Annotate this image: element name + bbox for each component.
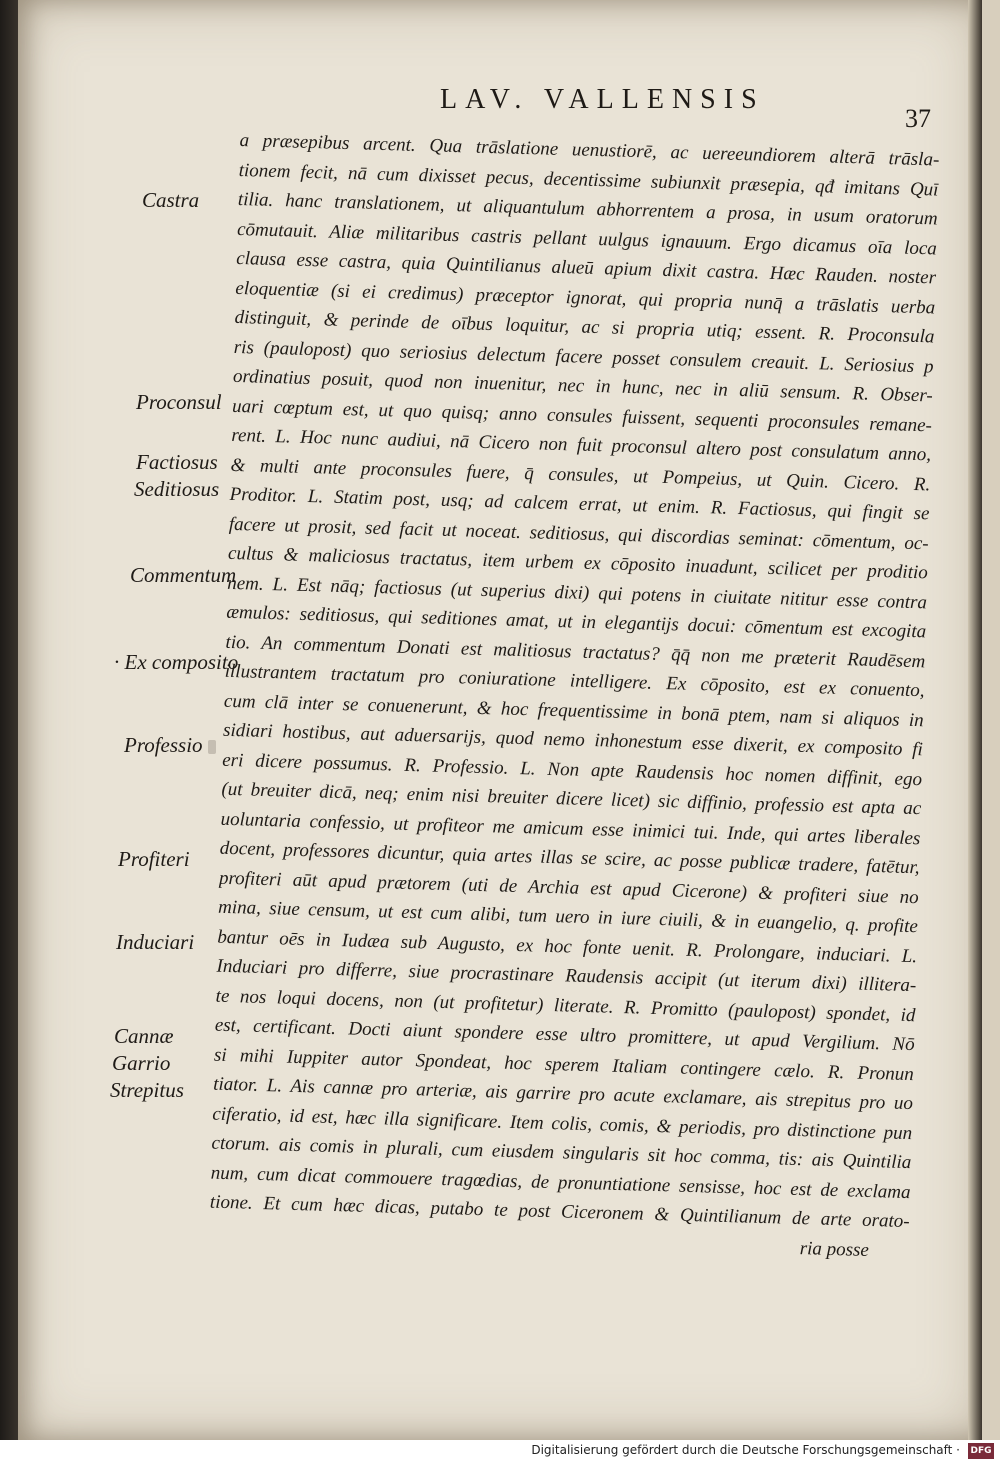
text-line: docent, professores dicuntur, quia artes illas se scire, ac posse publicæ tradere, fatētur, xyxy=(219,837,920,879)
footer-bar xyxy=(0,1440,1000,1464)
text-line: uoluntaria confessio, ut profiteor me amicum esse inimici tui. Inde, qui artes liberales xyxy=(220,808,921,849)
text-line: & multi ante proconsules fuere, q̄ consules, ut Pompeius, ut Quin. Cicero. R. xyxy=(230,454,931,495)
text-line: cōmutauit. Aliæ militaribus castris pellant uulgus ignauum. Ergo dicamus oīa loca xyxy=(236,218,938,260)
text-line: Induciari pro differre, siue procrastinare Raudensis accipit (ut iterum dixi) illitera- xyxy=(216,955,917,997)
margin-note-factiosus: Factiosus xyxy=(136,450,218,474)
text-line: eri dicere possumus. R. Professio. L. Non apte Raudensis hoc nomen diffinit, ego xyxy=(222,749,923,790)
running-header: LAV. VALLENSIS xyxy=(440,84,765,115)
text-line: (ut breuiter dicā, neq; enim nisi breuiter dicere licet) sic diffinio, professio est apta ac xyxy=(221,778,922,820)
text-line: si mihi Iuppiter autor Spondeat, hoc sperem Italiam contingere cælo. R. Pronun xyxy=(213,1044,915,1085)
text-line: facere ut prosit, sed facit ut noceat. seditiosus, qui discordias seminat: cōmentum, oc- xyxy=(228,513,929,554)
margin-note-strepitus: Strepitus xyxy=(110,1078,184,1102)
text-line: ris (paulopost) quo seriosius delectum facere posset consulem creauit. L. Seriosius p xyxy=(233,336,934,377)
text-line: clausa esse castra, quia Quintilianus alueū apium dixit castra. Hæc Rauden. noster xyxy=(236,247,937,289)
text-line: rent. L. Hoc nunc audiui, nā Cicero non fuit proconsul altero post consulatum anno, xyxy=(231,424,932,466)
text-line: uari cœptum est, ut quo quisq; anno consules fuissent, sequenti proconsules remane- xyxy=(231,395,933,436)
margin-note-garrio: Garrio xyxy=(112,1051,171,1075)
text-line: tionem fecit, nā cum dixisset pecus, decentissime subiunxit præsepia, qđ imitans Quī xyxy=(238,159,939,201)
margin-note-castra: Castra xyxy=(142,188,200,212)
text-line: cum clā inter se conuenerunt, & hoc frequentissime in bonā ptem, nam si aliquos in xyxy=(223,690,924,731)
text-line: profiteri aūt apud prætorem (uti de Archia est apud Cicerone) & profiteri siue no xyxy=(218,867,920,908)
text-line: cultus & maliciosus tractatus, item urbem ex cōposito inuadunt, scilicet per proditio xyxy=(227,542,929,584)
text-line: tione. Et cum hæc dicas, putabo te post Ciceronem & Quintilianum de arte orato- xyxy=(209,1191,910,1233)
text-line: sidiari hostibus, aut aduersarijs, quod nemo inhonestum esse dixerit, ex composito fi xyxy=(222,719,924,761)
page-edge-shadow xyxy=(968,0,982,1440)
text-line: tio. An commentum Donati est malitiosus tractatus? q̄q̄ non me præterit Raudēsem xyxy=(225,631,926,672)
main-text-block xyxy=(209,126,940,1266)
margin-note-cannae: Cannæ xyxy=(114,1024,174,1048)
margin-note-ex-composito: · Ex composito xyxy=(114,650,239,674)
text-line: te nos loqui docens, non (ut profitetur) literate. R. Promitto (paulopost) spondet, id xyxy=(215,985,916,1026)
text-line: distinguit, & perinde de oībus loquitur, ac si propria utiq; essent. R. Proconsula xyxy=(234,306,935,348)
text-line: est, certificant. Docti aiunt spondere esse ultro promittere, ut apud Vergilium. Nō xyxy=(214,1014,915,1056)
footer-credit: Digitalisierung gefördert durch die Deutsche Forschungsgemeinschaft · xyxy=(531,1443,960,1457)
text-line: a præsepibus arcent. Qua trāslatione uenustiorē, ac uereeundiorem alterā trāsla- xyxy=(239,129,940,171)
text-line: mina, siue censum, ut est cum alibi, tum uero in iure ciuili, & in euangelio, q. profite xyxy=(217,896,919,938)
text-line: tiator. L. Ais cannæ pro arteriæ, ais garrire pro acute exclamare, ais strepitus pro uo xyxy=(212,1073,914,1115)
margin-note-commentum: Commentum xyxy=(130,563,237,587)
text-line: bantur oēs in Iudæa sub Augusto, ex hoc fonte uenit. R. Prolongare, induciari. L. xyxy=(217,926,918,967)
text-line: illustrantem tractatum pro coniuratione intelligere. Ex cōposito, est ex conuento, xyxy=(224,660,925,702)
margin-note-professio: Professio xyxy=(124,733,203,757)
text-line: ciferatio, id est, hæc illa significare. Item colis, comis, & periodis, pro distinctione pun xyxy=(212,1103,913,1144)
margin-note-profiteri: Profiteri xyxy=(118,847,190,871)
margin-note-proconsul: Proconsul xyxy=(136,390,222,414)
text-line: eloquentiæ (si ei credimus) præceptor ignorat, qui propria nunq̄ a trāslatis uerba xyxy=(235,277,936,318)
text-line: nem. L. Est nāq; factiosus (ut superius dixi) qui potens in ciuitate nititur esse contra xyxy=(226,572,928,613)
text-line: ria posse xyxy=(799,1237,870,1261)
text-line: Proditor. L. Statim post, usq; ad calcem errat, ut enim. R. Factiosus, qui fingit se xyxy=(229,483,930,525)
text-line: num, cum dicat commouere tragœdias, de pronuntiatione sensisse, hoc est de exclama xyxy=(210,1162,911,1203)
margin-note-induciari: Induciari xyxy=(116,930,195,954)
ink-mark xyxy=(208,740,216,754)
text-line: tilia. hanc translationem, ut aliquantulum abhorrentem a prosa, in usum oratorum xyxy=(237,188,938,230)
margin-note-seditiosus: Seditiosus xyxy=(134,477,220,501)
text-line: ordinatius posuit, quod non inuenitur, nec in hunc, nec in aliū sensum. R. Obser- xyxy=(232,365,934,407)
text-line: æmulos: seditiosus, qui seditiones amat, ut in elegantijs docui: cōmentum est excogita xyxy=(226,601,927,643)
dfg-logo-icon: DFG xyxy=(968,1443,994,1459)
text-line: ctorum. ais comis in plurali, cum eiusdem singularis sit hoc comma, tis: ais Quintilia xyxy=(211,1132,912,1174)
page-number: 37 xyxy=(905,104,931,133)
